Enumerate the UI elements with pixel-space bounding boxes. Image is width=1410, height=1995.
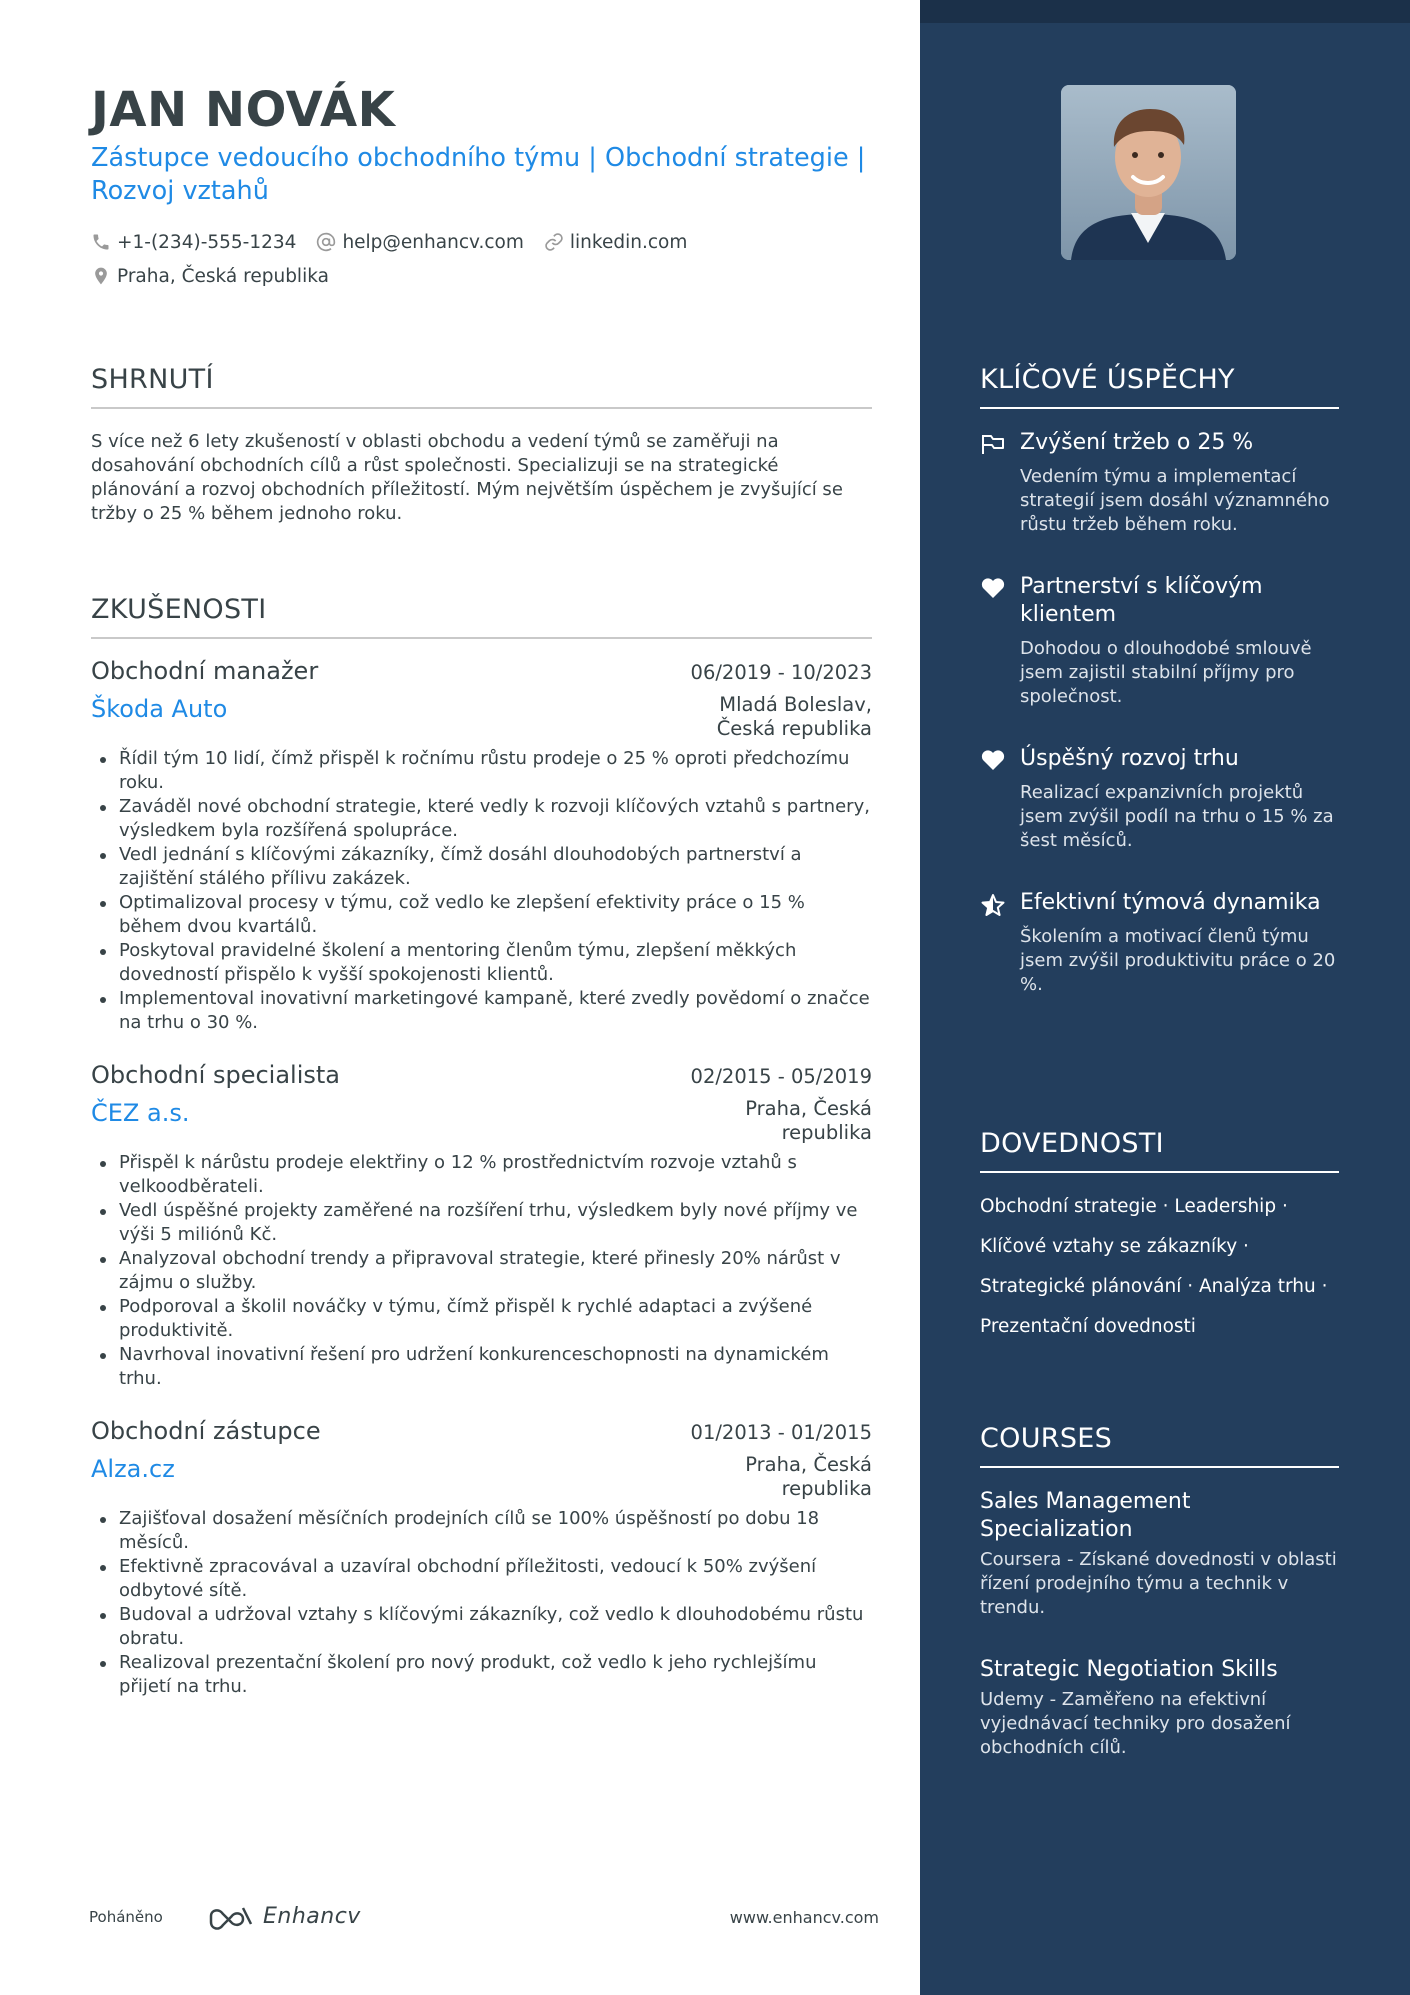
bullet-item: Přispěl k nárůstu prodeje elektřiny o 12 % prostřednictvím rozvoje vztahů s velkoodběrateli. <box>91 1151 872 1199</box>
company-name[interactable]: ČEZ a.s. <box>91 1099 190 1127</box>
email-contact[interactable] <box>316 232 523 253</box>
phone-text: +1-(234)-555-1234 <box>117 231 297 253</box>
course-title: Sales Management Specialization <box>980 1489 1191 1542</box>
flag-icon <box>980 433 1006 455</box>
bullet-item: Zaváděl nové obchodní strategie, které vedly k rozvoji klíčových vztahů s partnery, výsledkem byla rozšířená spolupráce. <box>91 795 872 843</box>
location-pin-icon <box>91 266 111 286</box>
skills-section <box>980 1128 1339 1347</box>
job-location: Mladá Boleslav, Česká republika <box>716 693 872 740</box>
bullet-item: Podporoval a školil nováčky v týmu, čímž přispěl k rychlé adaptaci a zvýšené produktivitě. <box>91 1295 872 1343</box>
achievement-item <box>980 573 1339 709</box>
skills-line: Klíčové vztahy se zákazníky · <box>980 1236 1249 1257</box>
courses-section <box>980 1423 1339 1760</box>
location-text: Praha, Česká republika <box>117 265 329 287</box>
achievements-section <box>980 364 1339 997</box>
summary-section <box>91 364 872 526</box>
summary-text: S více než 6 lety zkušeností v oblasti obchodu a vedení týmů se zaměřuji na dosahování obchodních cílů a růst společnosti. Specializuji se na strategické plánování a rozvoj obchodních příležitostí. Mým největším úspěchem je zvyšující se tržby o 25 % během jednoho roku. <box>91 431 843 524</box>
bullet-item: Navrhoval inovativní řešení pro udržení konkurenceschopnosti na dynamickém trhu. <box>91 1343 872 1391</box>
course-item <box>980 1488 1339 1620</box>
course-desc: Coursera - Získané dovednosti v oblasti řízení prodejního týmu a technik v trendu. <box>980 1549 1337 1618</box>
linkedin-text: linkedin.com <box>569 231 688 253</box>
courses-title: COURSES <box>980 1423 1339 1468</box>
bullet-item: Optimalizoval procesy v týmu, což vedlo ke zlepšení efektivity práce o 15 % během dvou kvartálů. <box>91 891 872 939</box>
bullet-item: Řídil tým 10 lidí, čímž přispěl k ročnímu růstu prodeje o 25 % oproti předchozímu roku. <box>91 747 872 795</box>
achievement-desc: Školením a motivací členů týmu jsem zvýšil produktivitu práce o 20 %. <box>1020 926 1336 995</box>
job-title: Obchodní manažer <box>91 657 319 685</box>
achievement-title: Efektivní týmová dynamika <box>1020 890 1321 915</box>
bullet-item: Vedl úspěšné projekty zaměřené na rozšíření trhu, výsledkem byly nové příjmy ve výši 5 miliónů Kč. <box>91 1199 872 1247</box>
linkedin-contact[interactable] <box>544 232 687 253</box>
experience-title: ZKUŠENOSTI <box>91 594 872 639</box>
bullet-item: Analyzoval obchodní trendy a připravoval strategie, které přinesly 20% nárůst v zájmu o služby. <box>91 1247 872 1295</box>
powered-by-label: Poháněno <box>89 1908 163 1926</box>
footer-url[interactable]: www.enhancv.com <box>729 1908 879 1927</box>
star-half-icon <box>980 893 1006 917</box>
achievement-title: Úspěšný rozvoj trhu <box>1020 746 1239 771</box>
achievement-title: Partnerství s klíčovým klientem <box>1020 574 1263 627</box>
achievement-desc: Realizací expanzivních projektů jsem zvýšil podíl na trhu o 15 % za šest měsíců. <box>1020 782 1334 851</box>
achievement-item <box>980 889 1339 997</box>
course-item <box>980 1656 1339 1760</box>
job-bullets <box>91 747 872 1035</box>
sidebar <box>920 0 1410 1995</box>
enhancv-logo[interactable] <box>207 1902 361 1930</box>
achievement-item <box>980 429 1339 537</box>
job-title: Obchodní zástupce <box>91 1417 321 1445</box>
bullet-item: Vedl jednání s klíčovými zákazníky, čímž dosáhl dlouhodobých partnerství a zajištění stálého přílivu zakázek. <box>91 843 872 891</box>
job-entry <box>91 657 872 1035</box>
job-entry <box>91 1061 872 1391</box>
skills-list <box>980 1187 1339 1347</box>
job-bullets <box>91 1507 872 1699</box>
job-entry <box>91 1417 872 1699</box>
job-date: 02/2015 - 05/2019 <box>690 1065 872 1088</box>
skills-title: DOVEDNOSTI <box>980 1128 1339 1173</box>
achievement-title: Zvýšení tržeb o 25 % <box>1020 430 1254 455</box>
profile-photo-image <box>1061 85 1236 260</box>
heart-icon <box>980 577 1006 599</box>
location-contact <box>91 266 329 287</box>
job-location: Praha, Česká republika <box>745 1097 872 1144</box>
link-icon <box>544 232 564 252</box>
at-icon <box>316 232 336 252</box>
skills-line: Prezentační dovednosti <box>980 1316 1196 1337</box>
course-title: Strategic Negotiation Skills <box>980 1657 1278 1682</box>
footer <box>0 1900 920 1940</box>
job-bullets <box>91 1151 872 1391</box>
company-name[interactable]: Škoda Auto <box>91 695 228 723</box>
experience-section <box>91 594 872 1699</box>
bullet-item: Efektivně zpracovával a uzavíral obchodní příležitosti, vedoucí k 50% zvýšení odbytové sítě. <box>91 1555 872 1603</box>
sidebar-top-strip <box>920 0 1410 23</box>
heart-icon <box>980 749 1006 771</box>
phone-contact[interactable] <box>91 232 296 253</box>
skills-line: Strategické plánování · Analýza trhu · <box>980 1276 1328 1297</box>
job-date: 06/2019 - 10/2023 <box>690 661 872 684</box>
candidate-headline: Zástupce vedoucího obchodního týmu | Obchodní strategie | Rozvoj vztahů <box>91 143 866 206</box>
job-title: Obchodní specialista <box>91 1061 340 1089</box>
candidate-name: JAN NOVÁK <box>91 82 396 138</box>
bullet-item: Implementoval inovativní marketingové kampaně, které zvedly povědomí o značce na trhu o 30 %. <box>91 987 872 1035</box>
bullet-item: Realizoval prezentační školení pro nový produkt, což vedlo k jeho rychlejšímu přijetí na trhu. <box>91 1651 872 1699</box>
achievement-item <box>980 745 1339 853</box>
job-location: Praha, Česká republika <box>745 1453 872 1500</box>
summary-title: SHRNUTÍ <box>91 364 872 409</box>
bullet-item: Poskytoval pravidelné školení a mentoring členům týmu, zlepšení měkkých dovedností přispělo k vyšší spokojenosti klientů. <box>91 939 872 987</box>
phone-icon <box>91 232 111 252</box>
bullet-item: Budoval a udržoval vztahy s klíčovými zákazníky, což vedlo k dlouhodobému růstu obratu. <box>91 1603 872 1651</box>
job-date: 01/2013 - 01/2015 <box>690 1421 872 1444</box>
achievement-desc: Vedením týmu a implementací strategií jsem dosáhl významného růstu tržeb během roku. <box>1020 466 1330 535</box>
email-text: help@enhancv.com <box>342 231 524 253</box>
company-name[interactable]: Alza.cz <box>91 1455 175 1483</box>
profile-photo <box>1061 85 1236 260</box>
enhancv-logo-text: Enhancv <box>263 1903 361 1929</box>
skills-line: Obchodní strategie · Leadership · <box>980 1196 1288 1217</box>
enhancv-logo-icon <box>207 1902 255 1930</box>
course-desc: Udemy - Zaměřeno na efektivní vyjednávací techniky pro dosažení obchodních cílů. <box>980 1689 1291 1758</box>
achievements-title: KLÍČOVÉ ÚSPĚCHY <box>980 364 1339 409</box>
contact-info <box>91 228 891 296</box>
bullet-item: Zajišťoval dosažení měsíčních prodejních cílů se 100% úspěšností po dobu 18 měsíců. <box>91 1507 872 1555</box>
achievement-desc: Dohodou o dlouhodobé smlouvě jsem zajistil stabilní příjmy pro společnost. <box>1020 638 1312 707</box>
